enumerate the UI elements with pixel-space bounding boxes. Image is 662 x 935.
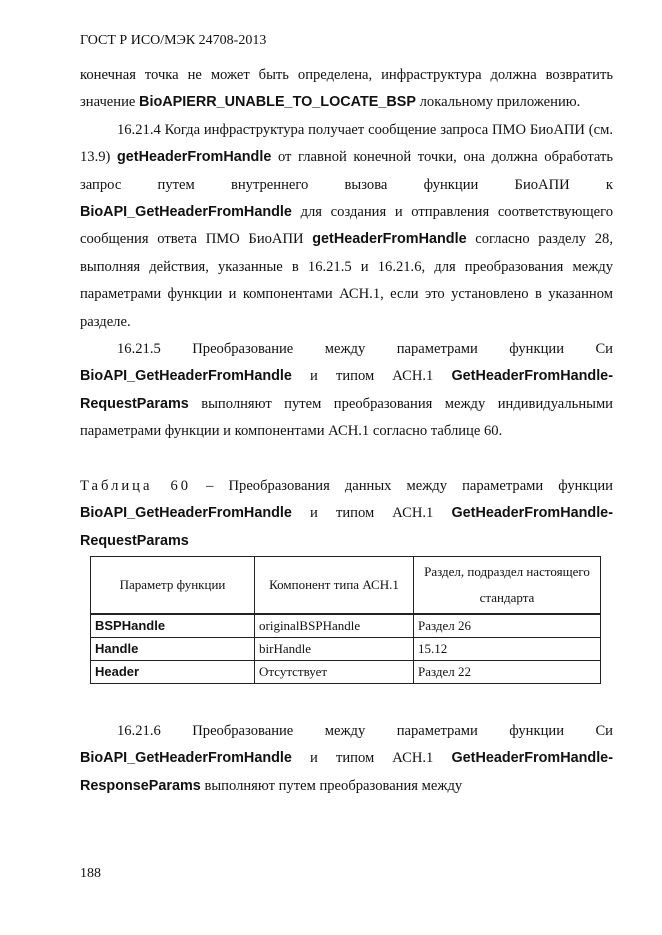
text-run: локальному приложению. (419, 94, 581, 111)
text-run: – Преобразования данных между параметрами функции (206, 477, 613, 494)
table-header-cell: Параметр функции (91, 556, 255, 614)
table-row (91, 637, 601, 660)
code-term: GetHeaderFromHandle-RequestParams (80, 505, 613, 549)
text-run: и типом АСН.1 (310, 505, 434, 522)
code-term: BioAPI_GetHeaderFromHandle (80, 204, 292, 221)
paragraph-16-21-5 (80, 336, 613, 446)
text-run: выполняют путем преобразования между (204, 777, 463, 794)
page-content (80, 62, 613, 800)
text-run: от главной конечной точки, она должна обработать запрос путем внутреннего вызова функции БиоАПИ к (80, 149, 614, 193)
component-cell: Отсутствует (255, 660, 414, 683)
table-row (91, 660, 601, 683)
component-cell: originalBSPHandle (255, 614, 414, 638)
param-cell: Handle (91, 637, 255, 660)
section-cell: 15.12 (414, 637, 601, 660)
page-number: 188 (80, 866, 101, 881)
param-cell: BSPHandle (91, 614, 255, 638)
paragraph-16-21-4 (80, 117, 613, 336)
code-term: GetHeaderFromHandle-RequestParams (80, 368, 613, 412)
code-term: getHeaderFromHandle (312, 231, 467, 248)
table-caption (80, 473, 613, 555)
code-term: BioAPI_GetHeaderFromHandle (80, 750, 292, 767)
component-cell: birHandle (255, 637, 414, 660)
paragraph-16-21-6 (80, 718, 613, 800)
paragraph-1 (80, 62, 613, 117)
text-run: и типом АСН.1 (310, 368, 434, 385)
document-header: ГОСТ Р ИСО/МЭК 24708-2013 (80, 33, 267, 48)
param-cell: Header (91, 660, 255, 683)
error-code: BioAPIERR_UNABLE_TO_LOCATE_BSP (139, 94, 416, 111)
table-row (91, 614, 601, 638)
section-cell: Раздел 26 (414, 614, 601, 638)
text-run: согласно разделу 28, выполняя действия, указанные в 16.21.5 и 16.21.6, для преобразования между параметрами функции и компонентами АСН.1, если это установлено в указанном разделе. (80, 231, 613, 330)
text-run: и типом АСН.1 (310, 750, 434, 767)
code-term: BioAPI_GetHeaderFromHandle (80, 505, 292, 522)
text-run: выполняют путем преобразования между индивидуальными параметрами функции и компонентами АСН.1 согласно таблице 60. (80, 395, 613, 440)
text-run: для создания и отправления соответствующего сообщения ответа ПМО БиоАПИ (80, 204, 613, 248)
code-term: GetHeaderFromHandle-ResponseParams (80, 750, 613, 794)
text-run: 16.21.4 Когда инфраструктура получает сообщение запроса ПМО БиоАПИ (см. 13.9) (80, 121, 613, 166)
table-label: Таблица 60 (80, 477, 192, 494)
text-run: конечная точка не может быть определена, инфраструктура должна возвратить значение (80, 67, 613, 111)
mapping-table (90, 556, 601, 684)
code-term: BioAPI_GetHeaderFromHandle (80, 368, 292, 385)
section-cell: Раздел 22 (414, 660, 601, 683)
text-run: 16.21.6 Преобразование между параметрами функции Си (117, 722, 613, 739)
text-run: 16.21.5 Преобразование между параметрами функции Си (117, 341, 613, 358)
table-header-cell: Раздел, подраздел настоящего стандарта (414, 556, 601, 614)
table-header-cell: Компонент типа АСН.1 (255, 556, 414, 614)
code-term: getHeaderFromHandle (117, 149, 272, 166)
